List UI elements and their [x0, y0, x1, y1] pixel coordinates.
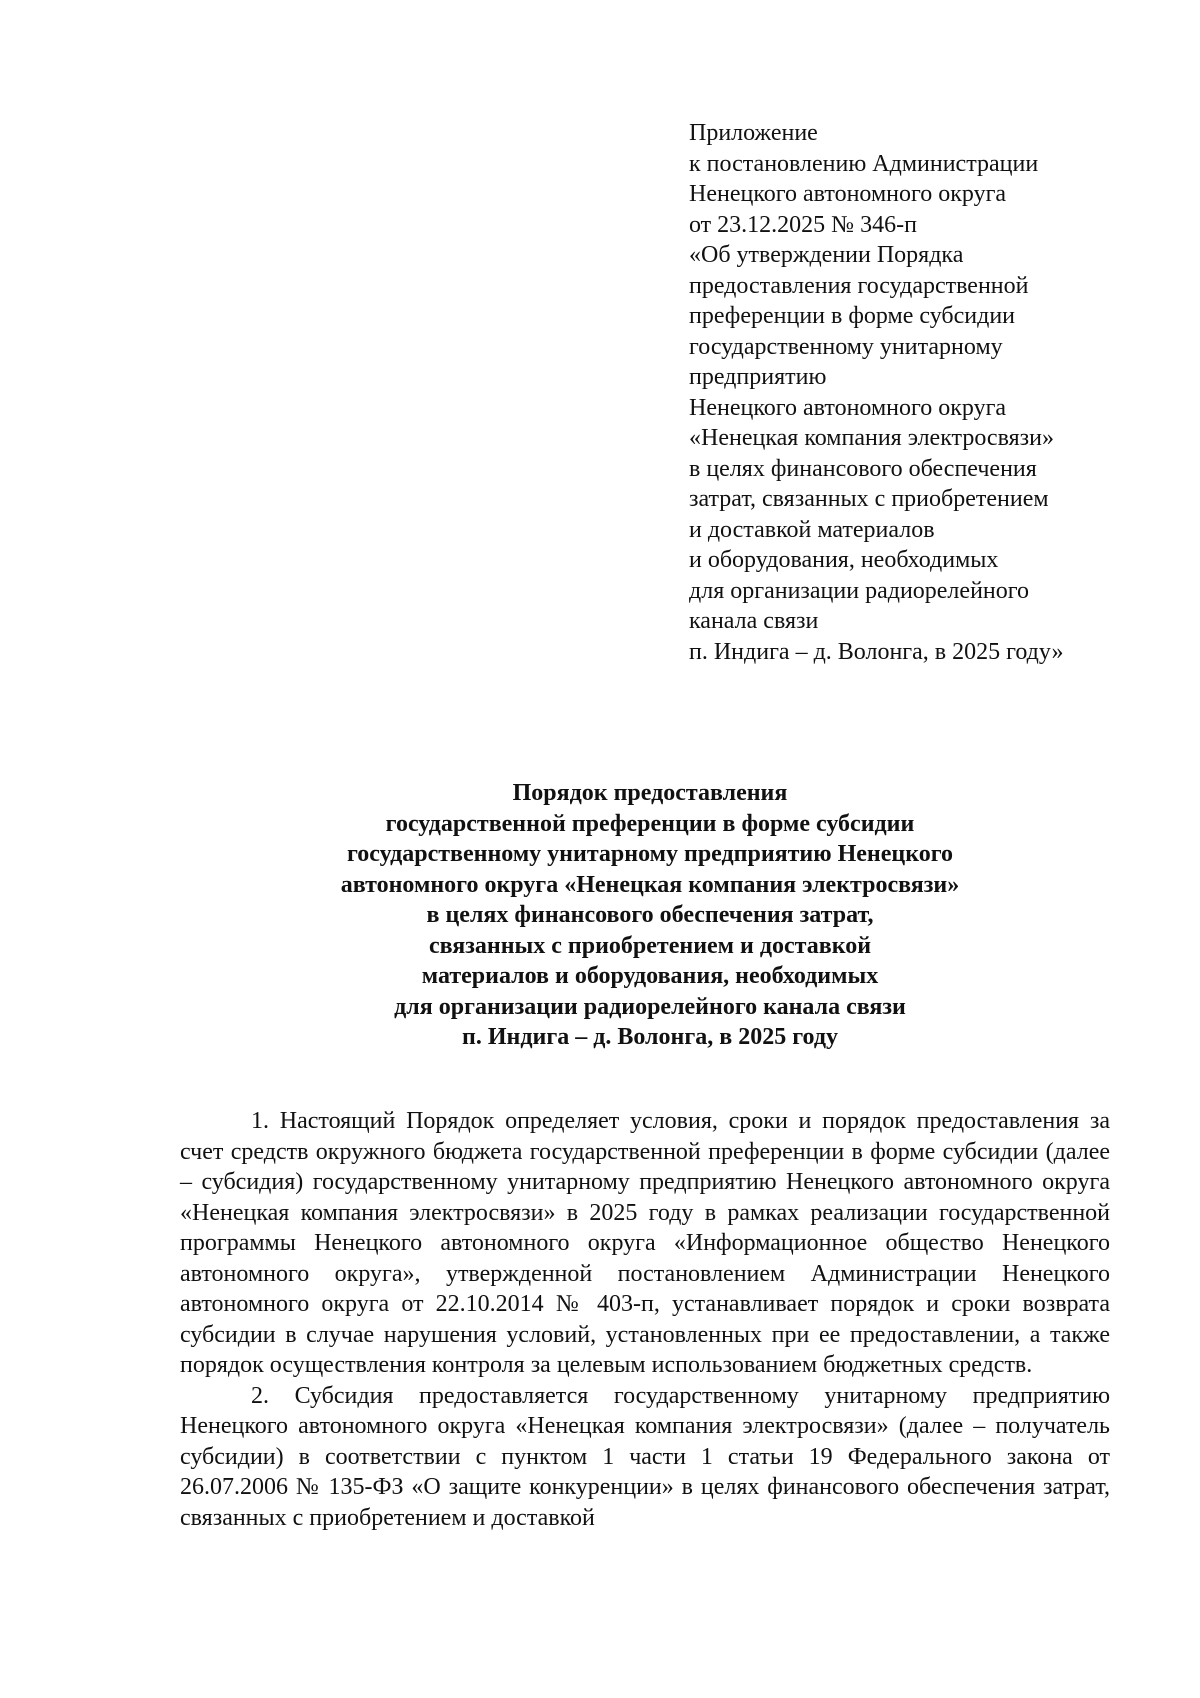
appendix-line: «Об утверждении Порядка: [689, 242, 964, 268]
appendix-line: «Ненецкая компания электросвязи»: [689, 425, 1054, 451]
appendix-line: государственному унитарному: [689, 333, 1003, 360]
appendix-line: п. Индига – д. Волонга, в 2025 году»: [689, 638, 1064, 665]
appendix-line: Приложение: [689, 120, 818, 146]
title-line: автономного округа «Ненецкая компания электросвязи»: [340, 871, 960, 898]
title-line: п. Индига – д. Волонга, в 2025 году: [462, 1024, 838, 1050]
document-body: [180, 1106, 1110, 1533]
appendix-line: и оборудования, необходимых: [689, 547, 999, 573]
document-title: [180, 778, 1120, 1053]
title-line: государственному унитарному предприятию Ненецкого: [346, 841, 954, 867]
appendix-line: к постановлению Администрации: [689, 150, 1039, 177]
appendix-line: в целях финансового обеспечения: [689, 455, 1037, 482]
title-line: для организации радиорелейного канала связи: [394, 993, 906, 1020]
paragraph-2: 2. Субсидия предоставляется государственному унитарному предприятию Ненецкого автономного округа «Ненецкая компания электросвязи» (далее – получатель субсидии) в соответствии с пунктом 1 части 1 статьи 19 Федерального закона от 26.07.2006 № 135-ФЗ «О защите конкуренции» в целях финансового обеспечения затрат, связанных с приобретением и доставкой: [180, 1382, 1110, 1531]
appendix-line: и доставкой материалов: [689, 516, 935, 543]
title-line: в целях финансового обеспечения затрат,: [426, 902, 874, 928]
appendix-line: преференции в форме субсидии: [689, 303, 1016, 329]
title-line: материалов и оборудования, необходимых: [421, 963, 879, 989]
title-line: Порядок предоставления: [512, 780, 788, 806]
appendix-line: Ненецкого автономного округа: [689, 181, 1007, 207]
appendix-line: Ненецкого автономного округа: [689, 394, 1007, 421]
appendix-line: затрат, связанных с приобретением: [689, 486, 1049, 512]
appendix-line: от 23.12.2025 № 346-п: [689, 211, 917, 238]
appendix-line: предоставления государственной: [689, 272, 1029, 299]
appendix-line: предприятию: [689, 364, 827, 390]
paragraph-1: 1. Настоящий Порядок определяет условия, сроки и порядок предоставления за счет средств окружного бюджета государственной преференции в форме субсидии (далее – субсидия) государственному унитарному предприятию Ненецкого автономного округа «Ненецкая компания электросвязи» в 2025 году в рамках реализации государственной программы Ненецкого автономного округа «Информационное общество Ненецкого автономного округа», утвержденной постановлением Администрации Ненецкого автономного округа от 22.10.2014 № 403-п, устанавливает порядок и сроки возврата субсидии в случае нарушения условий, установленных при ее предоставлении, а также порядок осуществления контроля за целевым использованием бюджетных средств.: [180, 1108, 1110, 1378]
appendix-block: [689, 118, 1169, 667]
title-line: связанных с приобретением и доставкой: [428, 932, 872, 959]
appendix-line: для организации радиорелейного: [689, 577, 1029, 604]
title-line: государственной преференции в форме субсидии: [385, 810, 915, 837]
appendix-line: канала связи: [689, 608, 819, 634]
